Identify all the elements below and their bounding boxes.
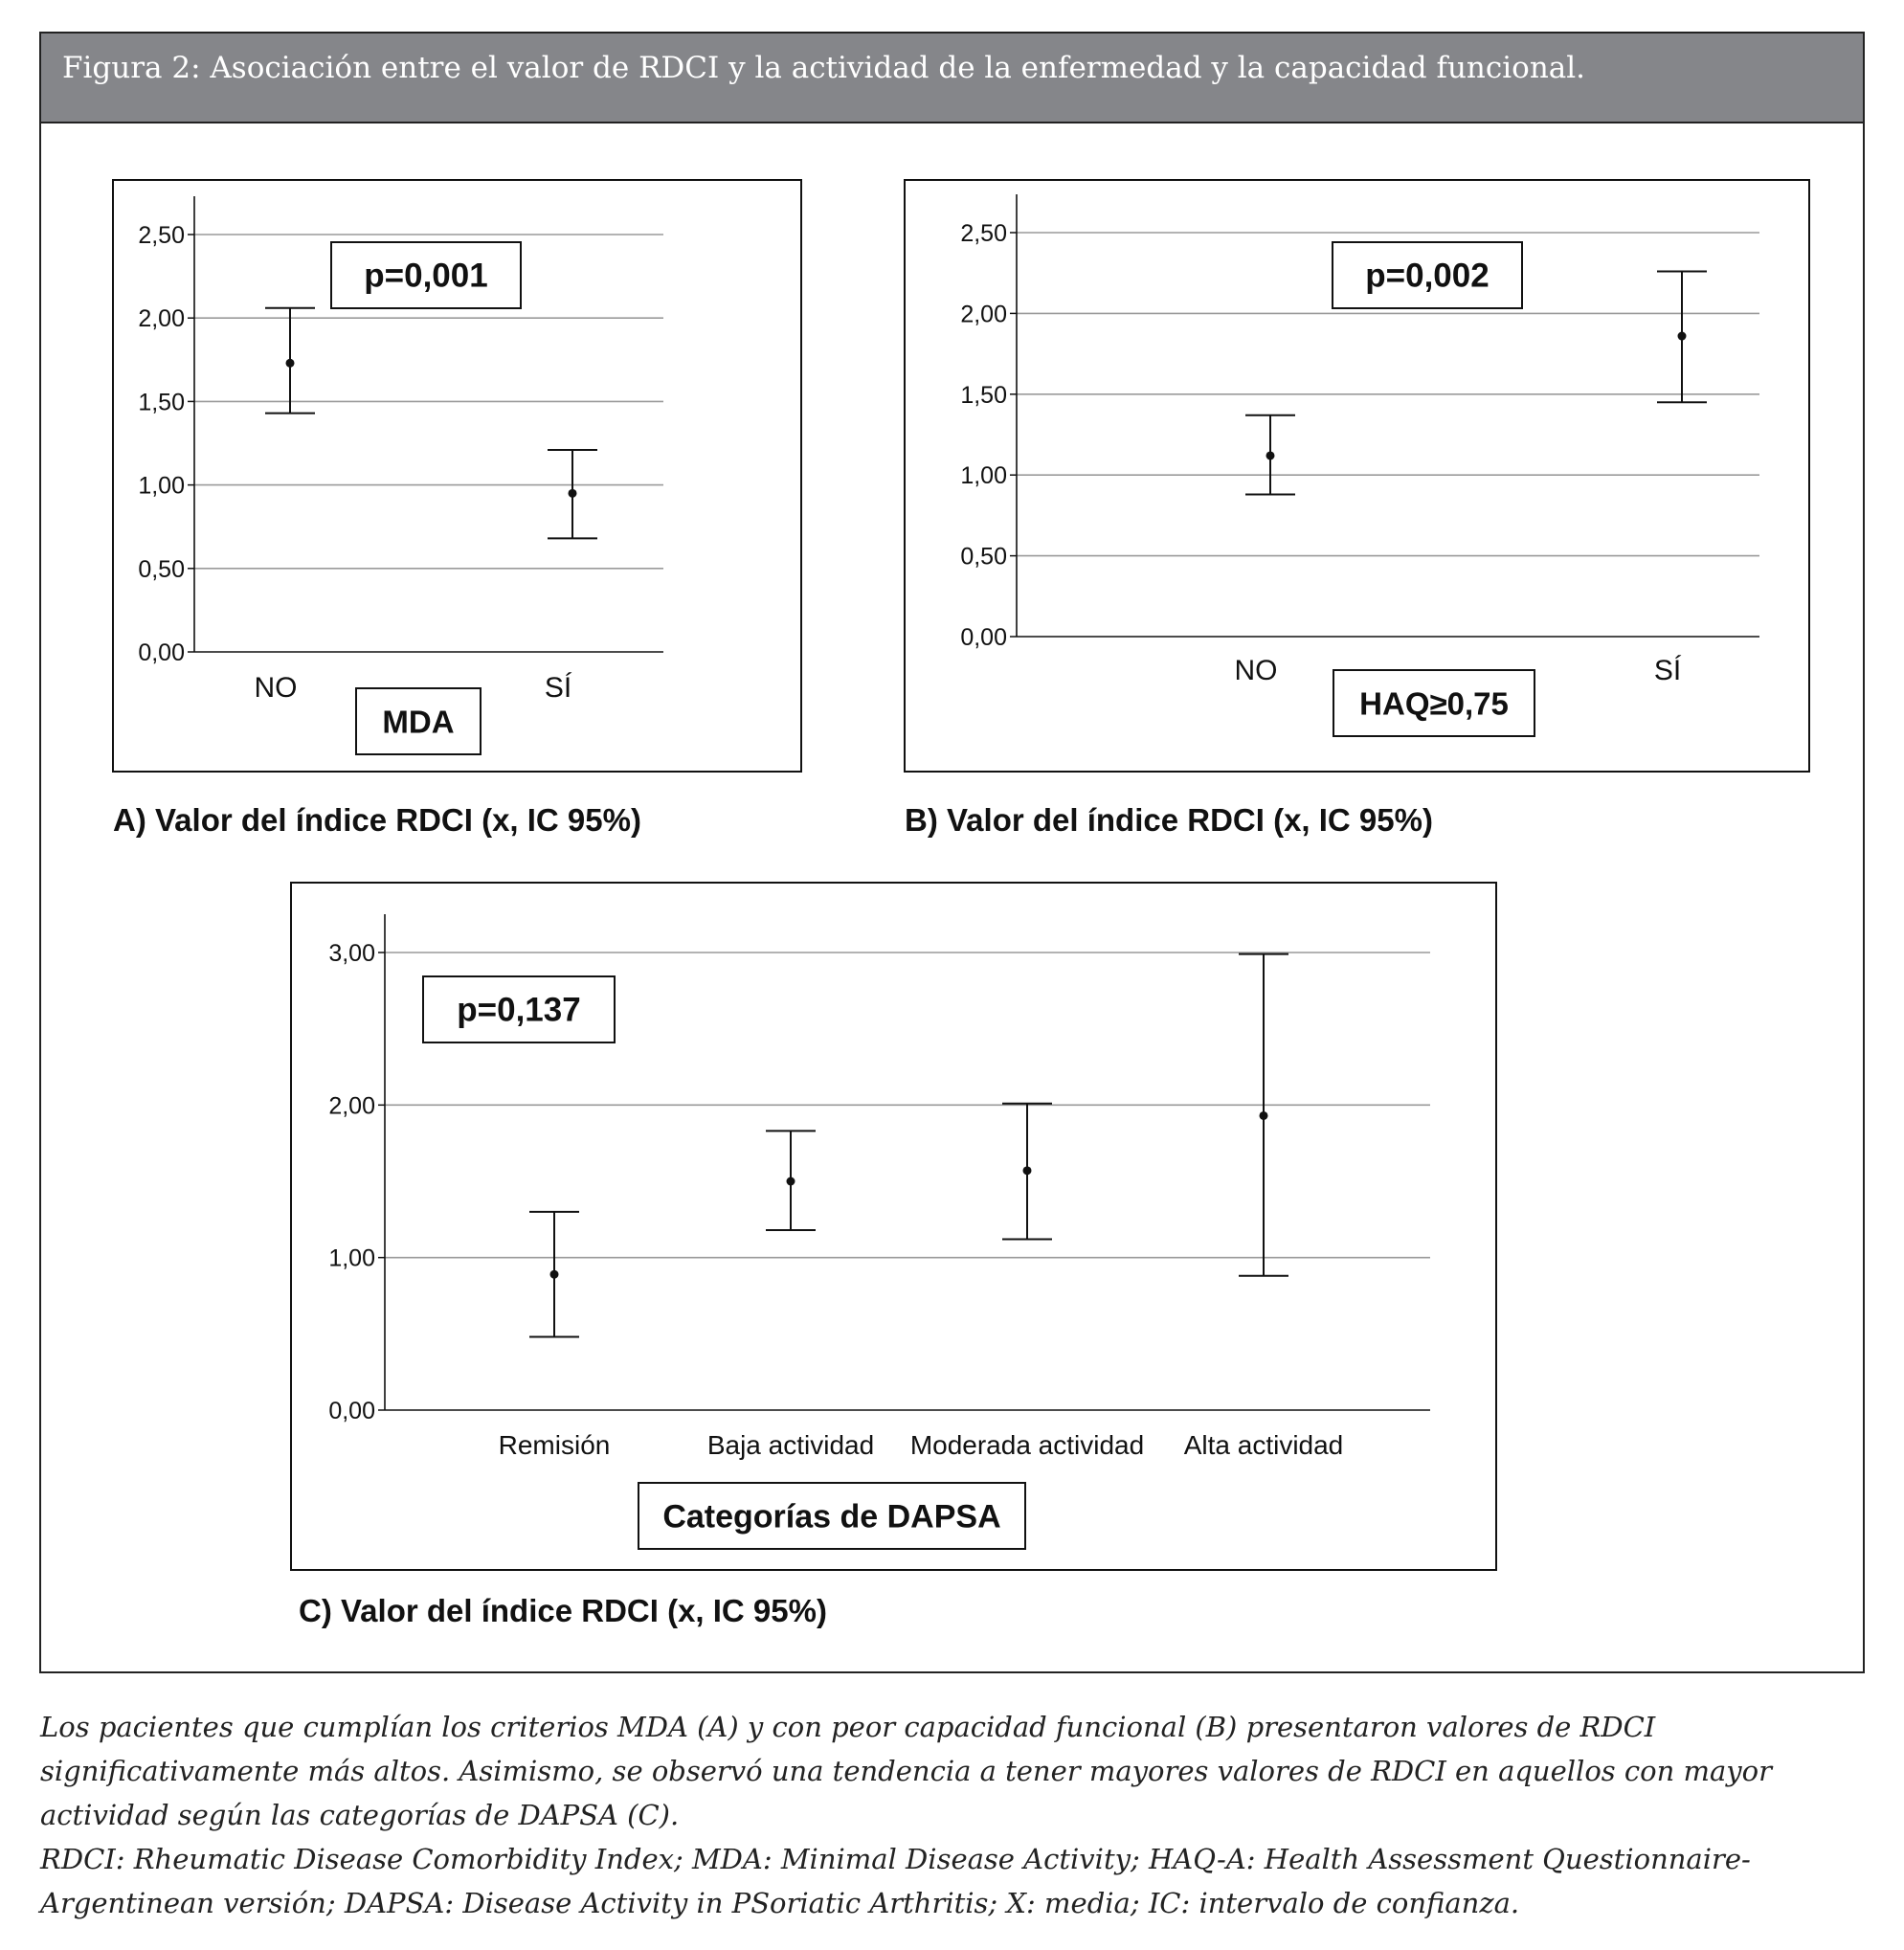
footnote-line-3: actividad según las categorías de DAPSA (C). <box>40 1799 680 1831</box>
x-category-label: Alta actividad <box>1183 1430 1344 1460</box>
x-category-label: NO <box>1234 655 1278 686</box>
pvalue-label-a: p=0,001 <box>364 257 488 295</box>
chart-panel-b <box>905 180 1809 838</box>
footnote-line-1: Los pacientes que cumplían los criterios MDA (A) y con peor capacidad funcional (B) presentaron valores de RDCI <box>40 1711 1656 1743</box>
x-axis-title-b: HAQ≥0,75 <box>1359 685 1509 722</box>
footnote-line-4: RDCI: Rheumatic Disease Comorbidity Index; MDA: Minimal Disease Activity; HAQ-A: Health Assessment Questionnaire- <box>40 1843 1751 1875</box>
y-tick-label: 0,00 <box>138 639 185 666</box>
y-tick-label: 0,00 <box>960 624 1007 651</box>
y-tick-label: 1,50 <box>960 381 1007 409</box>
y-tick-label: 1,00 <box>960 462 1007 490</box>
y-tick-label: 2,00 <box>138 305 185 333</box>
y-tick-label: 3,00 <box>328 940 375 967</box>
y-tick-label: 0,50 <box>138 555 185 583</box>
mean-point <box>1260 1111 1268 1120</box>
chart-caption-a: A) Valor del índice RDCI (x, IC 95%) <box>113 802 641 838</box>
y-tick-label: 2,00 <box>328 1092 375 1120</box>
y-tick-label: 1,00 <box>138 472 185 500</box>
x-category-label: Baja actividad <box>706 1430 875 1460</box>
y-tick-label: 2,50 <box>960 220 1007 247</box>
y-tick-label: 1,50 <box>138 389 185 416</box>
chart-panel-c <box>291 883 1496 1628</box>
y-tick-label: 2,50 <box>138 222 185 249</box>
x-axis-title-c: Categorías de DAPSA <box>662 1498 1001 1535</box>
pvalue-label-b: p=0,002 <box>1365 257 1490 295</box>
x-category-label: Remisión <box>498 1430 611 1460</box>
x-category-label: SÍ <box>544 672 572 704</box>
chart-panel-a <box>113 180 801 838</box>
mean-point <box>286 359 295 368</box>
y-tick-label: 0,00 <box>328 1398 375 1424</box>
mean-point <box>550 1270 559 1279</box>
mean-point <box>1023 1166 1032 1175</box>
chart-caption-b: B) Valor del índice RDCI (x, IC 95%) <box>905 802 1433 838</box>
pvalue-label-c: p=0,137 <box>457 991 581 1029</box>
mean-point <box>1266 451 1275 459</box>
mean-point <box>787 1177 795 1186</box>
y-tick-label: 2,00 <box>960 301 1007 328</box>
y-tick-label: 1,00 <box>328 1244 375 1272</box>
chart-caption-c: C) Valor del índice RDCI (x, IC 95%) <box>299 1593 827 1628</box>
x-axis-title-a: MDA <box>382 704 455 740</box>
footnote-line-5: Argentinean versión; DAPSA: Disease Activity in PSoriatic Arthritis; X: media; IC: intervalo de confianza. <box>40 1887 1520 1919</box>
x-category-label: Moderada actividad <box>909 1430 1145 1460</box>
mean-point <box>1678 332 1687 341</box>
figure-title: Figura 2: Asociación entre el valor de RDCI y la actividad de la enfermedad y la capacidad funcional. <box>62 51 1586 85</box>
mean-point <box>569 489 577 498</box>
x-category-label: SÍ <box>1653 655 1682 686</box>
y-tick-label: 0,50 <box>960 543 1007 571</box>
x-category-label: NO <box>254 672 298 704</box>
footnote-line-2: significativamente más altos. Asimismo, se observó una tendencia a tener mayores valores de RDCI en aquellos con mayor <box>40 1755 1772 1787</box>
